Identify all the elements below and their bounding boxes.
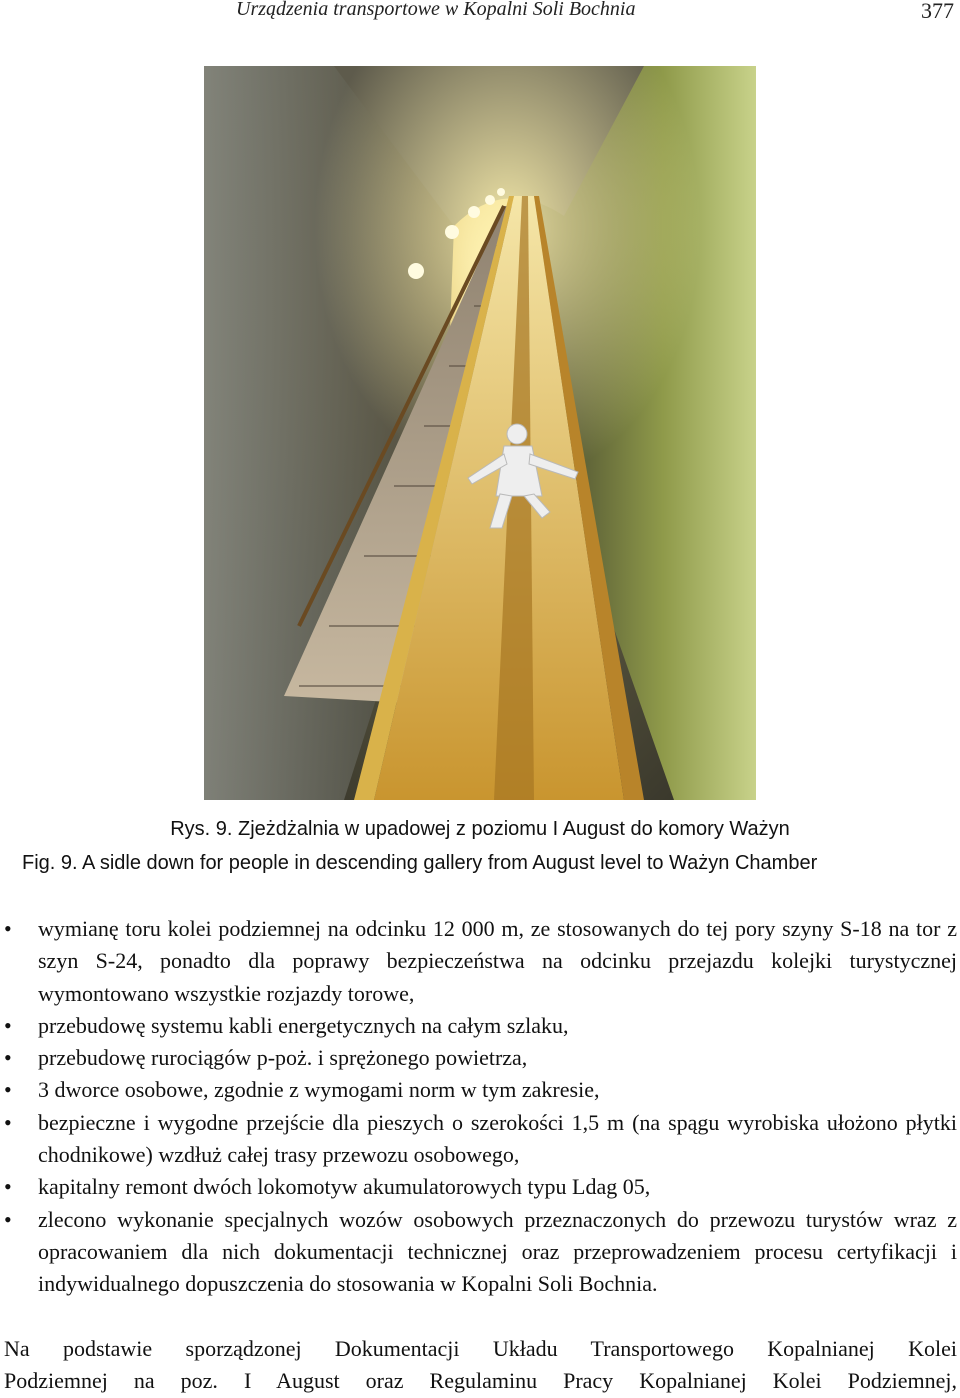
bullet-item: • bezpieczne i wygodne przejście dla pieszych o szerokości 1,5 m (na spągu wyrobiska ułożono płytki chodnikowe) wzdłuż całej trasy przewozu osobowego,	[0, 1107, 957, 1172]
paragraph-line: Na podstawie sporządzonej Dokumentacji Układu Transportowego Kopalnianej Kolei	[4, 1336, 957, 1361]
slide-photo-illustration	[204, 66, 756, 800]
figure-caption-polish: Rys. 9. Zjeżdżalnia w upadowej z poziomu I August do komory Ważyn	[170, 818, 790, 840]
bullet-item: • przebudowę rurociągów p-poż. i sprężonego powietrza,	[0, 1042, 957, 1074]
bullet-item: • kapitalny remont dwóch lokomotyw akumulatorowych typu Ldag 05,	[0, 1171, 957, 1203]
slide-photo	[204, 66, 756, 800]
bullet-item: • wymianę toru kolei podziemnej na odcinku 12 000 m, ze stosowanych do tej pory szyny S-18 na tor z szyn S-24, ponadto dla poprawy bezpieczeństwa na odcinku przejazdu kolejki turystycznej wymontowano wszystkie rozjazdy torowe,	[0, 913, 957, 1010]
bullet-item: • 3 dworce osobowe, zgodnie z wymogami norm w tym zakresie,	[0, 1074, 957, 1106]
page-number: 377	[921, 0, 954, 23]
paragraph-line: Podziemnej na poz. I August oraz Regulaminu Pracy Kopalnianej Kolei Podziemnej,	[4, 1368, 957, 1394]
body-paragraph	[4, 1333, 957, 1398]
bullet-item: • przebudowę systemu kabli energetycznych na całym szlaku,	[0, 1010, 957, 1042]
figure-caption-english: Fig. 9. A sidle down for people in descending gallery from August level to Ważyn Chamber	[22, 852, 818, 874]
bullet-list	[0, 913, 957, 1301]
running-title: Urządzenia transportowe w Kopalni Soli Bochnia	[236, 0, 636, 20]
bullet-item: • zlecono wykonanie specjalnych wozów osobowych przeznaczonych do przewozu turystów wraz z opracowaniem dla nich dokumentacji technicznej oraz przeprowadzeniem procesu certyfikacji i indywidualnego dopuszczenia do stosowania w Kopalni Soli Bochnia.	[0, 1204, 957, 1301]
